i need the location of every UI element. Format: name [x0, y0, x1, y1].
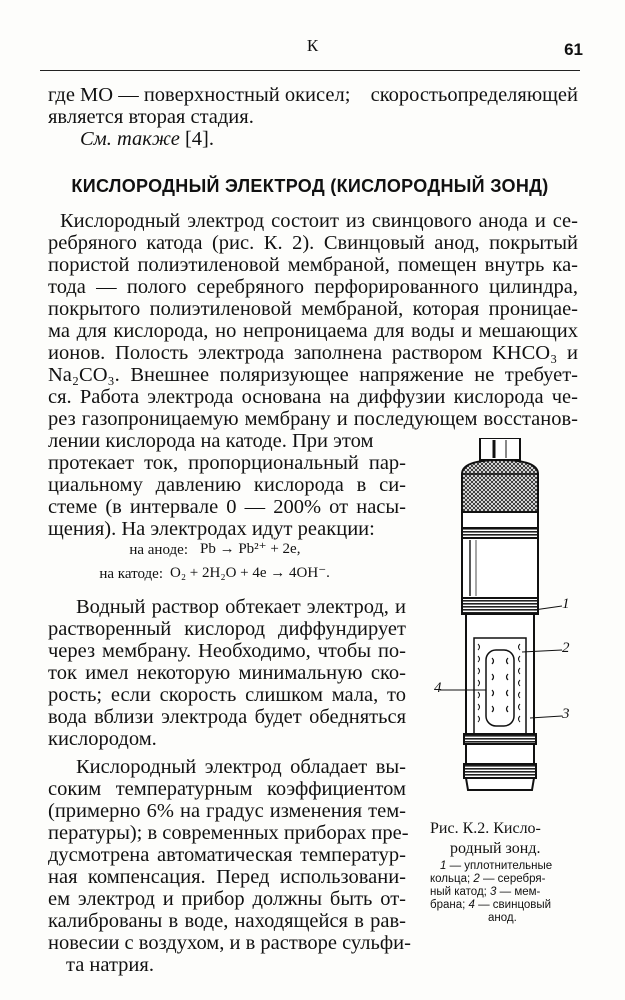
page-number: 61	[564, 40, 583, 59]
legend-line: 1 — уплотнительные	[440, 860, 553, 872]
see-also-ref: [4].	[184, 128, 214, 150]
para2-line: вода вблизи электрода будет обедняться	[48, 706, 406, 728]
para2-line: кислородом.	[48, 728, 157, 750]
figure-caption-line: родный зонд.	[450, 840, 541, 857]
reaction-anode-label: на аноде:	[129, 542, 188, 558]
callout-4: 4	[434, 680, 442, 696]
para3-line: дусмотрена автоматическая температур-	[48, 844, 406, 866]
intro-line-1: где МО — поверхностный окисел; скоростьопределяющей	[48, 84, 578, 106]
callout-1: 1	[562, 596, 570, 612]
para1-line: ма для кислорода, но непроницаема для воды и мешающих	[48, 320, 578, 342]
reaction-anode-formula: Pb → Pb²⁺ + 2e,	[200, 541, 301, 557]
cable	[480, 438, 520, 460]
section-title: КИСЛОРОДНЫЙ ЭЛЕКТРОД (КИСЛОРОДНЫЙ ЗОНД)	[71, 176, 549, 196]
para3-line: калиброваны в воде, находящейся в рав-	[48, 910, 406, 932]
knurled-cap	[462, 460, 538, 512]
callout-2: 2	[562, 640, 570, 656]
para3-line: ная компенсация. Перед использовани-	[48, 866, 406, 888]
running-header-letter: К	[306, 36, 319, 55]
para2-line: растворенный кислород диффундирует	[48, 618, 406, 640]
para2-line: Водный раствор обтекает электрод, и	[76, 596, 406, 618]
para1-line: ионов. Полость электрода заполнена раствором KHCO₃ и	[48, 342, 578, 364]
para1-line: тода — полого серебряного перфорированного цилиндра,	[48, 276, 578, 298]
para2-line: рость; если скорость слишком мала, то	[48, 684, 406, 706]
seal-ring-bottom	[464, 764, 536, 778]
header-rule	[40, 70, 580, 71]
para1-line: ся. Работа электрода основана на диффузии кислорода че-	[48, 386, 578, 408]
lead-anode	[486, 650, 514, 726]
para1-line: циальному давлению кислорода в си-	[48, 474, 406, 496]
see-also	[80, 128, 214, 150]
see-also-label: См. также	[80, 128, 180, 150]
para1-line: покрытого полиэтиленовой мембраной, которая проницае-	[48, 298, 578, 320]
para1-line: рез газопроницаемую мембрану и последующем восстанов-	[48, 408, 578, 430]
oxygen-probe-figure	[420, 438, 590, 818]
para1-line: пористой полиэтиленовой мембраной, помещен внутрь ка-	[48, 254, 578, 276]
para3-line: пературы); в современных приборах пре-	[48, 822, 409, 844]
probe-body	[462, 538, 538, 598]
para3-line: та натрия.	[66, 954, 154, 976]
para3-line: соким температурным коэффициентом	[48, 778, 406, 800]
reaction-cathode-label: на катоде:	[99, 566, 163, 582]
legend-line: анод.	[488, 912, 517, 924]
para3-line: (примерно 6% на градус изменения тем-	[48, 800, 406, 822]
callout-3: 3	[562, 706, 570, 722]
intro-line-2: является вторая стадия.	[48, 106, 254, 128]
legend-line: ный катод; 3 — мем-	[430, 886, 541, 898]
para1-line: Na₂CO₃. Внешнее поляризующее напряжение не требует-	[48, 364, 578, 386]
para1-line: ребряного катода (рис. К. 2). Свинцовый анод, покрытый	[48, 232, 578, 254]
para1-line: стеме (в интервале 0 — 200% от насы-	[48, 496, 406, 518]
para1-line: лении кислорода на катоде. При этом	[48, 430, 374, 452]
para3-line: новесии с воздухом, и в растворе сульфи-	[48, 932, 411, 954]
reaction-cathode-formula: O₂ + 2H₂O + 4e → 4OH⁻.	[170, 565, 330, 581]
figure-caption-line: Рис. К.2. Кисло-	[430, 820, 541, 837]
seal-ring-upper	[462, 528, 538, 538]
para3-line: ем электрод и прибор должны быть от-	[48, 888, 406, 910]
para2-line: через мембрану. Необходимо, чтобы по-	[48, 640, 406, 662]
para1-line: протекает ток, пропорциональный пар-	[48, 452, 406, 474]
legend-line: брана; 4 — свинцовый	[430, 899, 552, 911]
para2-line: ток имел некоторую минимальную ско-	[48, 662, 406, 684]
legend-line: кольца; 2 — серебря-	[430, 873, 546, 885]
seal-ring-1	[462, 598, 538, 614]
para3-line: Кислородный электрод обладает вы-	[76, 756, 406, 778]
para1-line: Кислородный электрод состоит из свинцового анода и се-	[60, 210, 578, 232]
para1-line: щения). На электродах идут реакции:	[48, 518, 375, 540]
